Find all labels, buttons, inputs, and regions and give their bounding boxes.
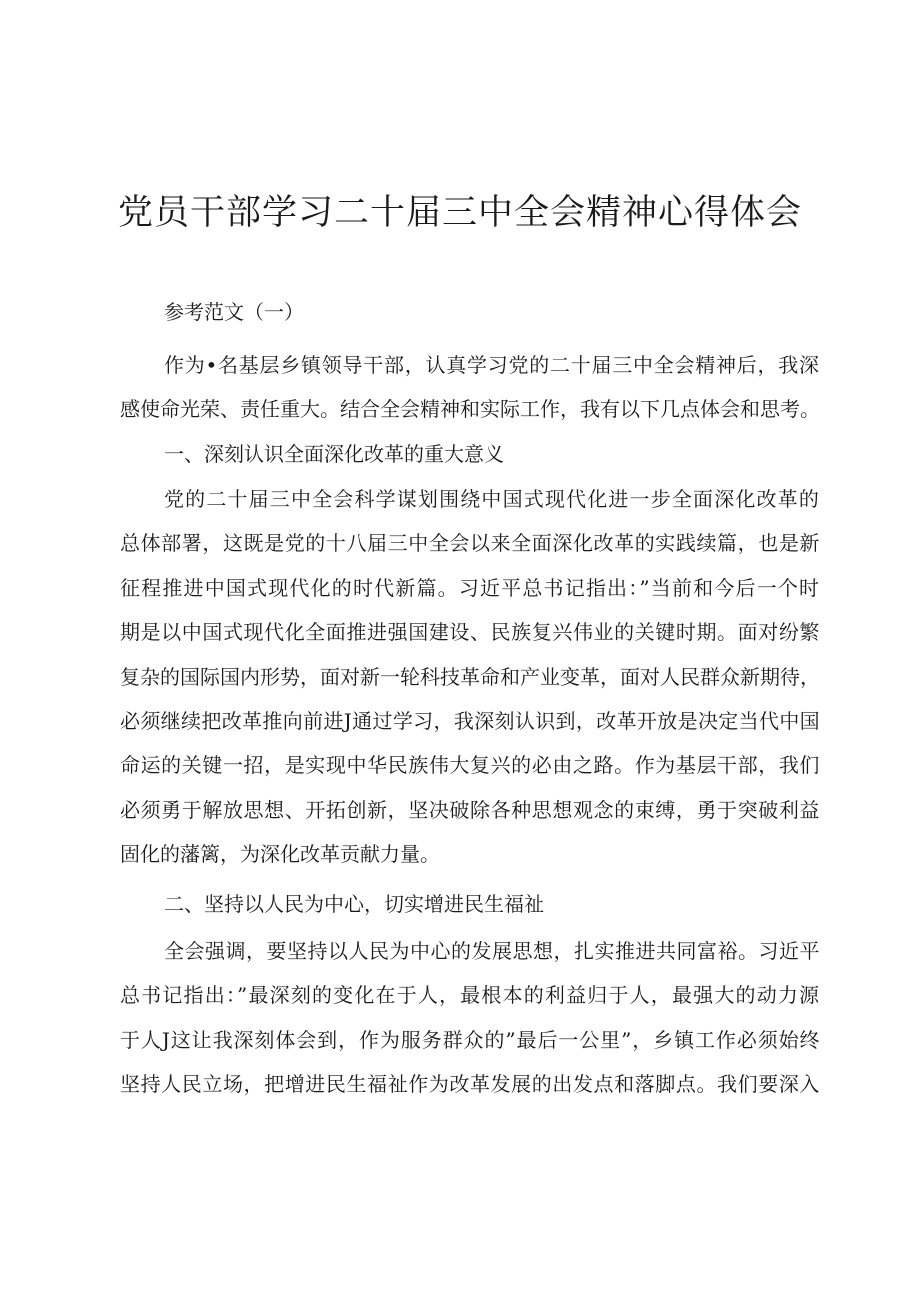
- paragraph-intro: [120, 343, 820, 432]
- paragraph-section-2: [120, 929, 820, 1107]
- paragraph-section-1: [120, 477, 820, 877]
- paragraph-line: 全会强调，要坚持以人民为中心的发展思想，扎实推进共同富裕。习近平: [164, 939, 820, 963]
- paragraph-line: 作为•名基层乡镇领导干部，认真学习党的二十届三中全会精神后，我深: [164, 353, 820, 377]
- paragraph-line: 党的二十届三中全会科学谋划围绕中国式现代化进一步全面深化改革的: [164, 487, 820, 511]
- section-label: 参考范文（一）: [164, 300, 304, 324]
- paragraph-line: 总体部署，这既是党的十八届三中全会以来全面深化改革的实践续篇，也是新: [120, 531, 820, 556]
- paragraph-line: 坚持人民立场，把增进民生福祉作为改革发展的出发点和落脚点。我们要深入: [120, 1072, 820, 1097]
- paragraph-line: 命运的关键一招，是实现中华民族伟大复兴的必由之路。作为基层干部，我们: [120, 753, 820, 778]
- paragraph-line: 必须勇于解放思想、开拓创新，坚决破除各种思想观念的束缚，勇于突破利益: [120, 797, 820, 822]
- paragraph-line: 期是以中国式现代化全面推进强国建设、民族复兴伟业的关键时期。面对纷繁: [120, 620, 820, 645]
- document-title: 党员干部学习二十届三中全会精神心得体会: [117, 193, 802, 233]
- paragraph-line: 固化的藩篱，为深化改革贡献力量。: [120, 842, 440, 867]
- paragraph-line: 于人J这让我深刻体会到，作为服务群众的”最后一公里”，乡镇工作必须始终: [120, 1027, 821, 1052]
- paragraph-line: 必须继续把改革推向前进J通过学习，我深刻认识到，改革开放是决定当代中国: [120, 708, 821, 733]
- section-heading-2: 二、坚持以人民为中心，切实增进民生福祉: [164, 892, 544, 916]
- paragraph-line: 征程推进中国式现代化的时代新篇。习近平总书记指出：”当前和今后一个时: [120, 575, 821, 600]
- section-heading-1: 一、深刻认识全面深化改革的重大意义: [164, 442, 504, 466]
- paragraph-line: 复杂的国际国内形势，面对新一轮科技革命和产业变革，面对人民群众新期待，: [120, 664, 820, 689]
- paragraph-line: 感使命光荣、责任重大。结合全会精神和实际工作，我有以下几点体会和思考。: [120, 397, 820, 422]
- paragraph-line: 总书记指出：”最深刻的变化在于人，最根本的利益归于人，最强大的动力源: [120, 983, 821, 1008]
